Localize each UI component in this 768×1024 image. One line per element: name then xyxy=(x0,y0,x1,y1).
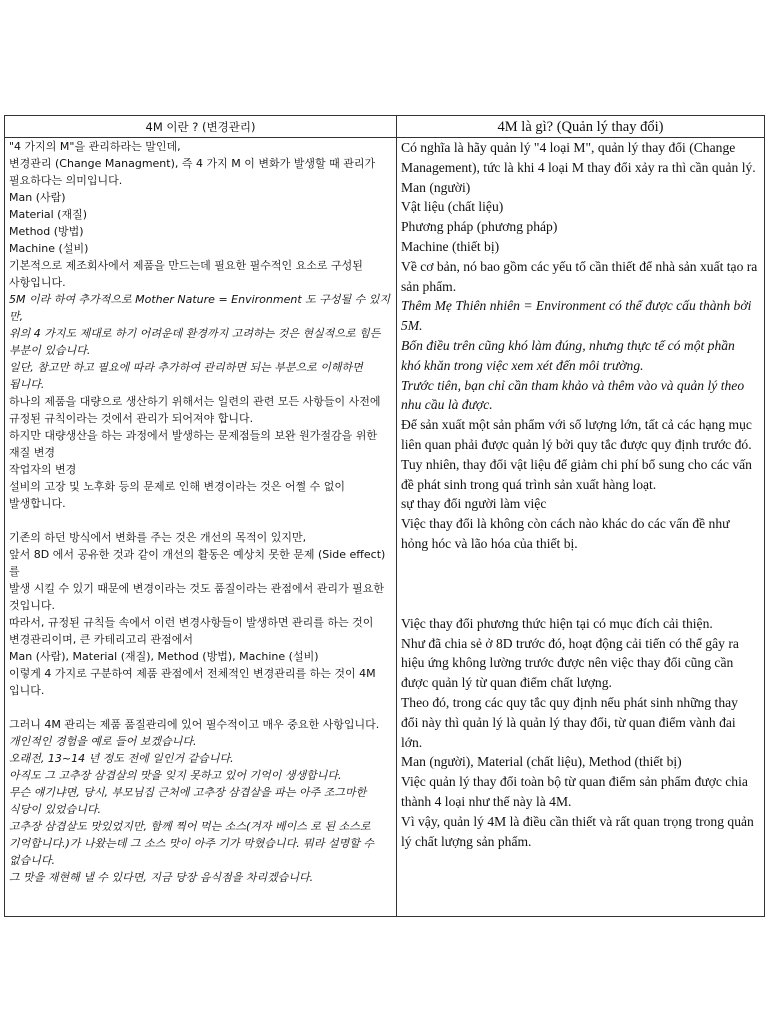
korean-text-cell xyxy=(5,138,397,917)
vietnamese-paragraph: Về cơ bản, nó bao gồm các yếu tố cần thiết để nhà sản xuất tạo ra sản phẩm. xyxy=(401,258,758,294)
paragraph-gap xyxy=(401,574,760,594)
table-header-row xyxy=(5,116,765,138)
korean-paragraph: 개인적인 경험을 예로 들어 보겠습니다. 오래전, 13~14 년 정도 전에 일인거 같습니다. 아직도 그 고추장 삼겹살의 맛을 잊지 못하고 있어 기억이 생생합니다. 무슨 얘기냐면, 당시, 부모님집 근처에 고추장 삼겹살을 파는 아주 조그마한 식당이 있었습니다. 고추장 삼겹살도 맛있었지만, 함께 찍어 먹는 소스(겨자 베이스 로 된 소스로 기억합니다.)가 나왔는데 그 소스 맛이 아주 기가 막혔습니다. 뭐라 설명할 수 없습니다. 그 맛을 재현해 낼 수 있다면, 지금 당장 음식점을 차리겠습니다. xyxy=(9,735,375,884)
vietnamese-paragraph: Việc thay đổi phương thức hiện tại có mục đích cải thiện. Như đã chia sẻ ở 8D trước đó, hoạt động cải tiến có thể gây ra hiệu ứng không lường trước được nên việc thay đổi cũng cần được quản lý từ quan điểm chất lượng. Theo đó, trong các quy tắc quy định nếu phát sinh những thay đổi này thì quản lý là quản lý thay đổi, từ quan điểm vành đai lớn. Man (người), Material (chất liệu), Method (thiết bị) Việc quản lý thay đổi toàn bộ từ quan điểm sản phẩm được chia thành 4 loại như thế này là 4M. Vì vậy, quản lý 4M là điều cần thiết và rất quan trọng trong quản lý chất lượng sản phẩm. xyxy=(401,615,754,849)
vietnamese-paragraph: Thêm Mẹ Thiên nhiên = Environment có thể được cấu thành bởi 5M. Bốn điều trên cũng khó làm đúng, nhưng thực tế có một phần khó khăn trong việc xem xét đến môi trường. Trước tiên, bạn chỉ cần tham khảo và thêm vào và quản lý theo nhu cầu là được. xyxy=(401,298,752,413)
paragraph-gap xyxy=(401,554,760,574)
korean-paragraph: 기본적으로 제조회사에서 제품을 만드는데 필요한 필수적인 요소로 구성된 사항입니다. xyxy=(9,259,363,289)
table-body-row xyxy=(5,138,765,917)
paragraph-gap xyxy=(9,699,392,716)
korean-paragraph: 5M 이라 하여 추가적으로 Mother Nature = Environment 도 구성될 수 있지만, 위의 4 가지도 제대로 하기 어려운데 환경까지 고려하는 것은 현실적으로 힘든 부분이 있습니다. 일단, 참고만 하고 필요에 따라 추가하여 관리하면 되는 부분으로 이해하면 됩니다. xyxy=(9,293,391,391)
paragraph-gap xyxy=(9,512,392,529)
korean-paragraph: 하나의 제품을 대량으로 생산하기 위해서는 일련의 관련 모든 사항들이 사전에 규정된 규칙이라는 것에서 관리가 되어져야 합니다. 하지만 대량생산을 하는 과정에서 발생하는 문제점들의 보완 원가절감을 위한 재질 변경 작업자의 변경 설비의 고장 및 노후화 등의 문제로 인해 변경이라는 것은 어쩔 수 없이 발생합니다. xyxy=(9,395,381,510)
korean-paragraph: 그러니 4M 관리는 제품 품질관리에 있어 필수적이고 매우 중요한 사항입니다. xyxy=(9,718,380,731)
paragraph-gap xyxy=(401,594,760,614)
korean-paragraph: "4 가지의 M"을 관리하라는 말인데, 변경관리 (Change Managment), 즉 4 가지 M 이 변화가 발생할 때 관리가 필요하다는 의미입니다. xyxy=(9,140,376,187)
vietnamese-paragraph: Có nghĩa là hãy quản lý "4 loại M", quản lý thay đổi (Change Management), tức là khi 4 loại M thay đổi xảy ra thì cần quản lý. xyxy=(401,140,756,175)
vietnamese-paragraph: Man (người) Vật liệu (chất liệu) Phương pháp (phương pháp) Machine (thiết bị) xyxy=(401,179,558,254)
bilingual-table xyxy=(4,115,765,917)
korean-paragraph: 기존의 하던 방식에서 변화를 주는 것은 개선의 목적이 있지만, 앞서 8D 에서 공유한 것과 같이 개선의 활동은 예상치 못한 문제 (Side effect)를 발생 시킬 수 있기 때문에 변경이라는 것도 품질이라는 관점에서 관리가 필요한 것입니다. 따라서, 규정된 규칙들 속에서 이런 변경사항들이 발생하면 관리를 하는 것이 변경관리이며, 큰 카테리고리 관점에서 Man (사람), Material (재질), Method (방법), Machine (설비) 이렇게 4 가지로 구분하여 제품 관점에서 전체적인 변경관리를 하는 것이 4M 입니다. xyxy=(9,531,386,697)
vietnamese-paragraph: Để sản xuất một sản phẩm với số lượng lớn, tất cả các hạng mục liên quan phải được quản lý bởi quy tắc được quy định trước đó. Tuy nhiên, thay đổi vật liệu để giảm chi phí bổ sung cho các vấn đề phát sinh trong quá trình sản xuất hàng loạt. sự thay đổi người làm việc Việc thay đổi là không còn cách nào khác do các vấn đề như hỏng hóc và lão hóa của thiết bị. xyxy=(401,417,752,551)
korean-text-body xyxy=(9,138,392,886)
korean-paragraph: Man (사람) Material (재질) Method (방법) Machine (설비) xyxy=(9,191,89,255)
vietnamese-column-header: 4M là gì? (Quản lý thay đổi) xyxy=(397,116,765,138)
vietnamese-text-body xyxy=(401,138,760,851)
vietnamese-text-cell xyxy=(397,138,765,917)
korean-column-header: 4M 이란 ? (변경관리) xyxy=(5,116,397,138)
